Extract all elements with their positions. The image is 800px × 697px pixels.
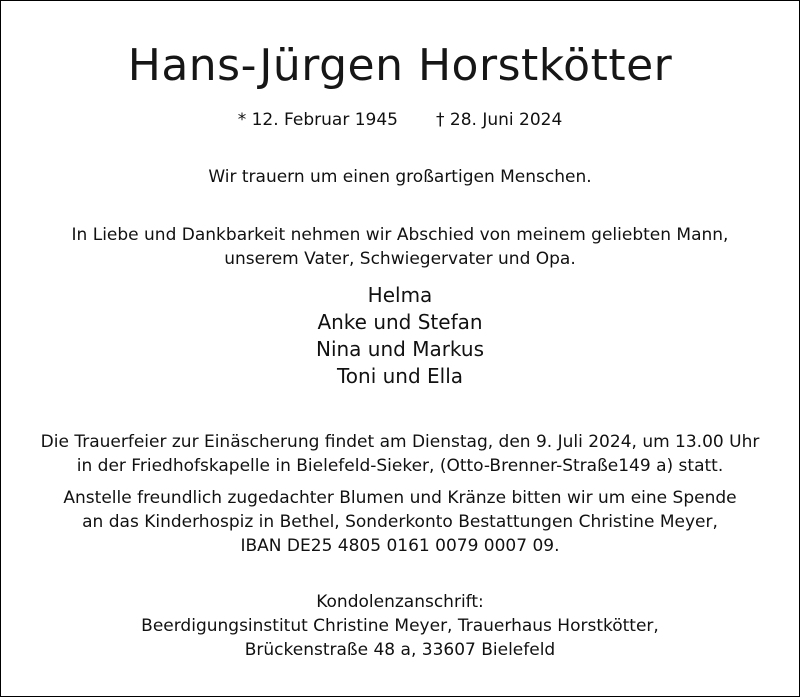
family-member: Anke und Stefan [317,310,483,334]
tagline: Wir trauern um einen großartigen Menschen. [208,167,592,187]
family-member: Helma [367,283,433,307]
farewell-line-2: unserem Vater, Schwiegervater und Opa. [224,249,576,269]
family-member: Nina und Markus [315,337,484,361]
life-dates [0,110,800,130]
farewell-line-1: In Liebe und Dankbarkeit nehmen wir Abschied von meinem geliebten Mann, [71,225,729,245]
ceremony-line-2: in der Friedhofskapelle in Bielefeld-Sieker, (Otto-Brenner-Straße149 a) statt. [76,456,724,476]
death-date: † 28. Juni 2024 [435,110,563,130]
donation-line-1: Anstelle freundlich zugedachter Blumen und Kränze bitten wir um eine Spende [63,488,737,508]
ceremony-line-1: Die Trauerfeier zur Einäscherung findet am Dienstag, den 9. Juli 2024, um 13.00 Uhr [40,432,760,452]
donation-iban: IBAN DE25 4805 0161 0079 0007 09. [240,536,560,556]
condolence-address-line-2: Brückenstraße 48 a, 33607 Bielefeld [244,640,556,660]
birth-date: * 12. Februar 1945 [237,110,398,130]
donation-line-2: an das Kinderhospiz in Bethel, Sonderkonto Bestattungen Christine Meyer, [82,512,718,532]
condolence-address-line-1: Beerdigungsinstitut Christine Meyer, Trauerhaus Horstkötter, [141,616,659,636]
deceased-name: Hans-Jürgen Horstkötter [127,40,673,91]
condolence-heading: Kondolenzanschrift: [316,592,484,612]
family-member: Toni und Ella [336,364,464,388]
